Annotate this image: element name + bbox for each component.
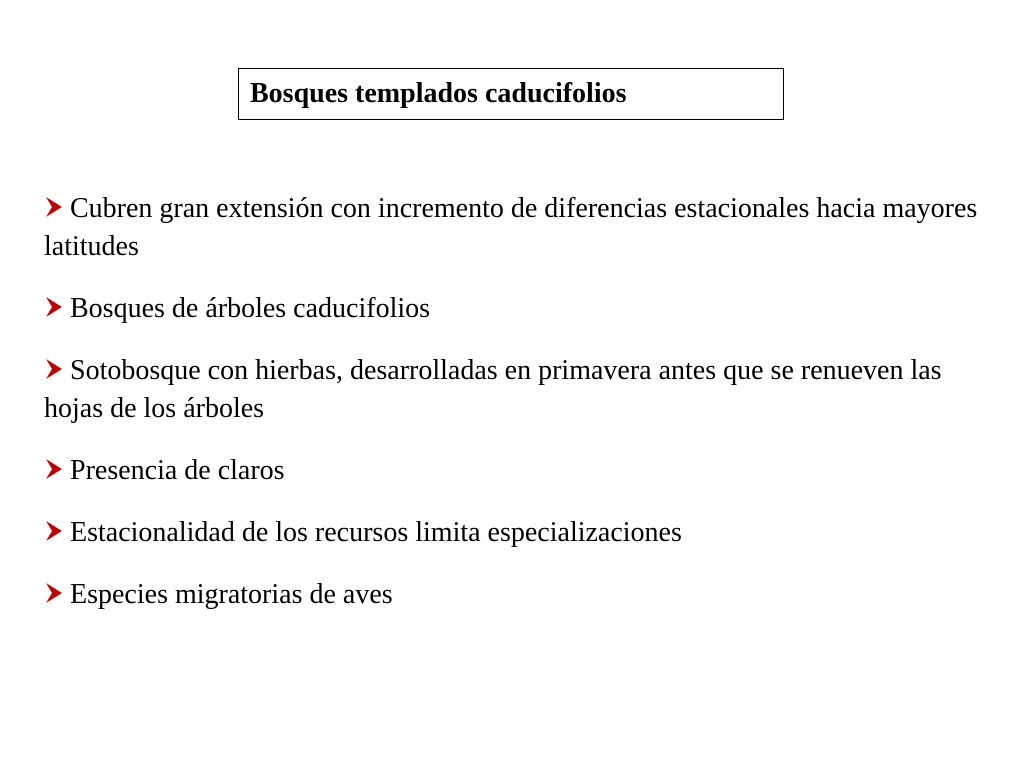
- bullet-item: [44, 576, 984, 614]
- bullet-list: [44, 190, 984, 614]
- bullet-text: Cubren gran extensión con incremento de diferencias estacionales hacia mayores latitudes: [44, 193, 978, 262]
- bullet-item: [44, 290, 984, 328]
- bullet-text: Presencia de claros: [70, 455, 285, 486]
- arrow-bullet-icon: [44, 358, 64, 380]
- arrow-bullet-icon: [44, 296, 64, 318]
- bullet-text: Estacionalidad de los recursos limita especializaciones: [70, 517, 682, 548]
- arrow-bullet-icon: [44, 520, 64, 542]
- bullet-text: Bosques de árboles caducifolios: [70, 293, 431, 324]
- bullet-item: [44, 452, 984, 490]
- arrow-bullet-icon: [44, 458, 64, 480]
- slide-title: Bosques templados caducifolios: [250, 78, 627, 109]
- title-box: [238, 68, 784, 120]
- bullet-text: Especies migratorias de aves: [70, 579, 393, 610]
- bullet-item: [44, 190, 984, 266]
- arrow-bullet-icon: [44, 196, 64, 218]
- bullet-text: Sotobosque con hierbas, desarrolladas en primavera antes que se renueven las hojas de los árboles: [44, 355, 942, 424]
- arrow-bullet-icon: [44, 582, 64, 604]
- bullet-item: [44, 514, 984, 552]
- bullet-item: [44, 352, 984, 428]
